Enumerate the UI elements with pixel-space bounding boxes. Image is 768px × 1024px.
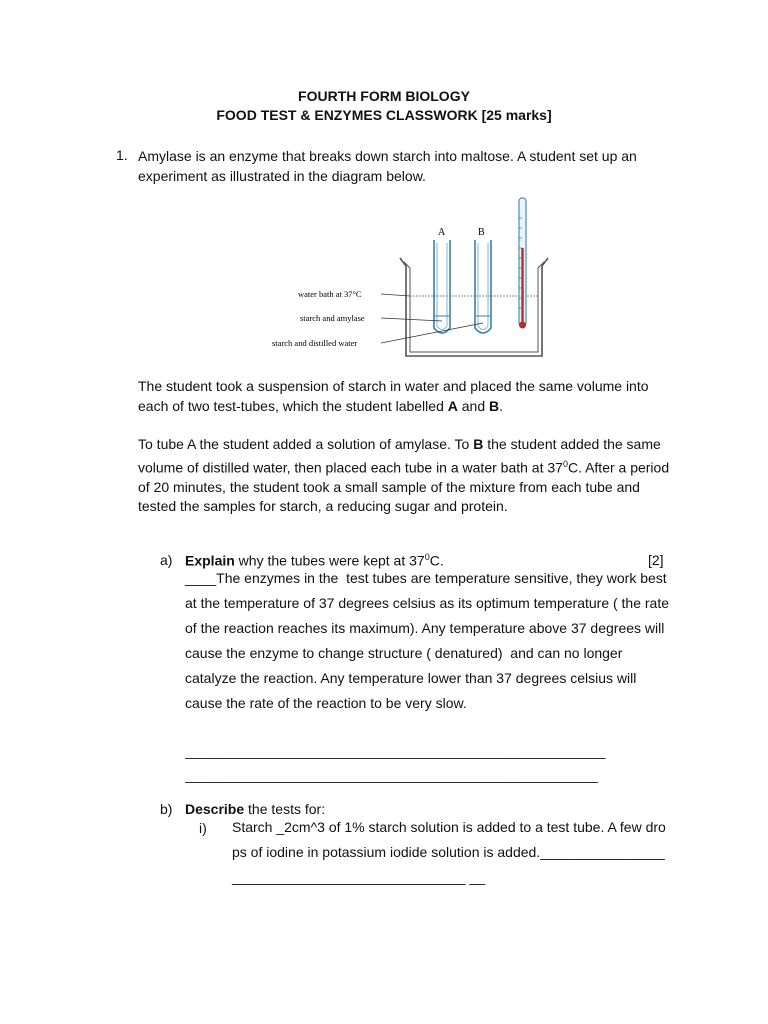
part-b-i-answer[interactable]: Starch _2cm^3 of 1% starch solution is added to a test tube. A few drops of iodine in potassium iodide solution is added.______________________________________________ __	[232, 819, 666, 885]
answer-line-1[interactable]: ______________________________________________________	[185, 743, 606, 759]
page-title-line1: FOURTH FORM BIOLOGY	[298, 88, 470, 104]
part-a-question: Explain why the tubes were kept at $37^0C$.	[185, 552, 444, 569]
tube-b-label: B	[478, 227, 485, 238]
part-a-marks: [2]	[648, 552, 664, 568]
paragraph-setup: The student took a suspension of starch in water and placed the same volume into each of two test-tubes, which the student labelled A and B.	[138, 378, 649, 414]
question-number: 1.	[116, 147, 128, 163]
part-b-question: Describe the tests for:	[185, 801, 326, 817]
part-b-i-label: i)	[199, 820, 207, 836]
label-starch-water: starch and distilled water	[272, 338, 358, 348]
page-title-line2: FOOD TEST & ENZYMES CLASSWORK [25 marks]	[216, 107, 552, 123]
part-a-answer[interactable]: ____The enzymes in the test tubes are temperature sensitive, they work best at the temperature of 37 degrees celsius as its optimum temperature ( the rate of the reaction reaches its maximum). Any temperature above 37 degrees will cause the enzyme to change structure ( denatured) and can no longer catalyze the reaction. Any temperature lower than 37 degrees celsius will cause the rate of the reaction to be very slow.	[185, 570, 673, 711]
part-a-label: a)	[160, 552, 173, 568]
label-starch-amylase: starch and amylase	[300, 313, 365, 323]
paragraph-method: To tube A the student added a solution of amylase. To B the student added the same volume of distilled water, then placed each tube in a water bath at $37^0C$. After a period of 20 minutes, the student took a small sample of the mixture from each tube and tested the samples for starch, a reducing sugar and protein.	[138, 436, 670, 515]
answer-line-2[interactable]: _____________________________________________________	[185, 767, 598, 783]
label-water-bath: water bath at 37°C	[298, 289, 362, 299]
part-b-label: b)	[160, 801, 173, 817]
experiment-diagram	[268, 188, 558, 368]
question-intro: Amylase is an enzyme that breaks down starch into maltose. A student set up an experiment as illustrated in the diagram below.	[138, 148, 637, 184]
tube-a-label: A	[438, 227, 446, 238]
